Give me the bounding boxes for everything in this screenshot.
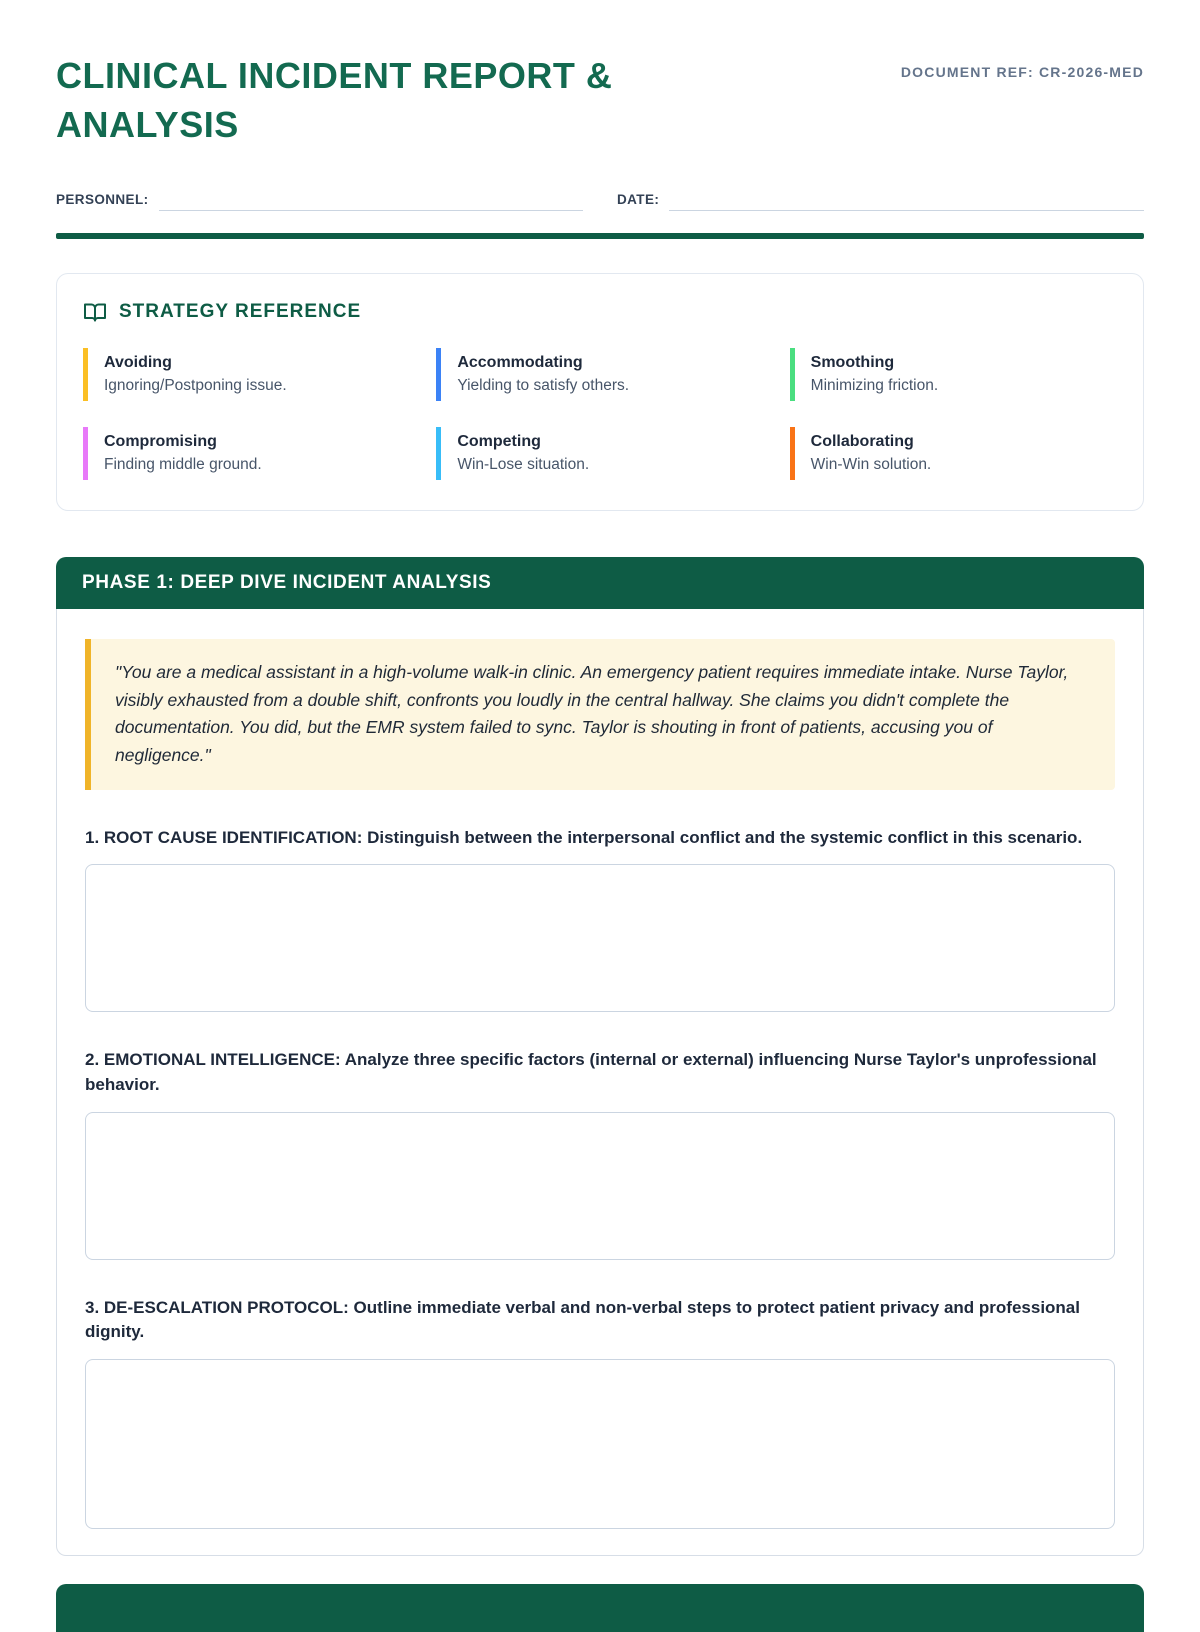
strategy-desc: Win-Lose situation.: [457, 456, 590, 474]
phase-1-body: [56, 609, 1144, 1556]
strategy-name: Competing: [457, 433, 541, 451]
strategy-item-collaborating: [790, 427, 1117, 480]
strategy-desc: Win-Win solution.: [810, 456, 932, 474]
question-2-block: [85, 1048, 1115, 1259]
strategy-heading: STRATEGY REFERENCE: [119, 301, 362, 323]
strategy-desc: Minimizing friction.: [810, 377, 939, 395]
strategy-desc: Yielding to satisfy others.: [457, 377, 630, 395]
page-header: [56, 52, 1144, 149]
strategy-item-competing: [436, 427, 763, 480]
open-book-icon: [83, 300, 107, 324]
strategy-item-compromising: [83, 427, 410, 480]
page-title: CLINICAL INCIDENT REPORT & ANALYSIS: [56, 55, 613, 145]
question-3-label: 3. DE-ESCALATION PROTOCOL: Outline immediate verbal and non-verbal steps to protect patient privacy and professional dignity.: [85, 1297, 1080, 1342]
question-1-answer-textarea[interactable]: [85, 864, 1115, 1012]
strategy-name: Collaborating: [810, 433, 914, 451]
personnel-field: [56, 185, 583, 211]
strategy-name: Smoothing: [810, 354, 895, 372]
date-field: [617, 185, 1144, 211]
question-3-answer-textarea[interactable]: [85, 1359, 1115, 1529]
question-1-label: 1. ROOT CAUSE IDENTIFICATION: Distinguish between the interpersonal conflict and the systemic conflict in this scenario.: [85, 827, 1083, 847]
strategy-item-avoiding: [83, 348, 410, 401]
personnel-label: PERSONNEL:: [56, 192, 149, 208]
question-2-answer-textarea[interactable]: [85, 1112, 1115, 1260]
personnel-input[interactable]: [159, 185, 583, 211]
strategy-name: Accommodating: [457, 354, 583, 372]
question-2-label: 2. EMOTIONAL INTELLIGENCE: Analyze three specific factors (internal or external) influencing Nurse Taylor's unprofessional behavior.: [85, 1050, 1097, 1095]
strategy-item-smoothing: [790, 348, 1117, 401]
scenario-quote: "You are a medical assistant in a high-volume walk-in clinic. An emergency patient requires immediate intake. Nurse Taylor, visibly exhausted from a double shift, confronts you loudly in the central hallway. She claims you didn't complete the documentation. You did, but the EMR system failed to sync. Taylor is shouting in front of patients, accusing you of negligence.": [85, 639, 1115, 790]
strategy-item-accommodating: [436, 348, 763, 401]
strategy-desc: Finding middle ground.: [104, 456, 262, 474]
phase-2-section-header: [56, 1584, 1144, 1632]
strategy-reference-card: [56, 273, 1144, 511]
identity-fields: [56, 185, 1144, 211]
strategy-name: Avoiding: [104, 354, 172, 372]
phase-1-header: PHASE 1: DEEP DIVE INCIDENT ANALYSIS: [56, 557, 1144, 609]
date-input[interactable]: [669, 185, 1144, 211]
strategy-heading-row: [83, 300, 1117, 324]
date-label: DATE:: [617, 192, 660, 208]
document-ref: DOCUMENT REF: CR-2026-MED: [900, 64, 1144, 80]
question-3-block: [85, 1296, 1115, 1529]
header-divider: [56, 233, 1144, 239]
phase-1-section: [56, 557, 1144, 1556]
strategy-grid: [83, 348, 1117, 480]
strategy-desc: Ignoring/Postponing issue.: [104, 377, 287, 395]
question-1-block: [85, 826, 1115, 1013]
strategy-name: Compromising: [104, 433, 217, 451]
